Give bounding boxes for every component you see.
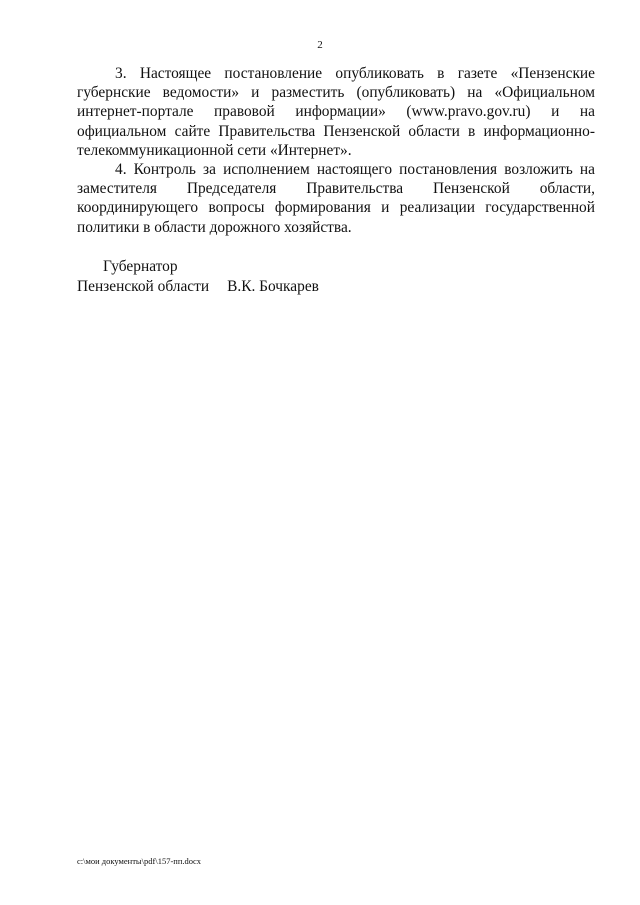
paragraph-3-publication: 3. Настоящее постановление опубликовать в газете «Пензенские губернские ведомости» и разместить (опубликовать) на «Официальном интернет-портале правовой информации» (www.pravo.gov.ru) и на официальном сайте Правительства Пензенской области в информационно-телекоммуникационной сети «Интернет». (77, 65, 595, 159)
page-number: 2 (317, 39, 323, 51)
signature-position-region: Пензенской области (77, 277, 210, 295)
signature-line (77, 277, 477, 297)
footer-file-path: c:\мои документы\pdf\157-пп.docx (77, 856, 202, 866)
signatory-name: В.К. Бочкарев (227, 277, 319, 295)
document-body (77, 64, 595, 237)
signature-position-title: Губернатор (103, 258, 178, 275)
signature-block (77, 257, 477, 296)
paragraph-4-control: 4. Контроль за исполнением настоящего постановления возложить на заместителя Председателя Правительства Пензенской области, координирующего вопросы формирования и реализации государственной политики в области дорожного хозяйства. (77, 161, 595, 236)
